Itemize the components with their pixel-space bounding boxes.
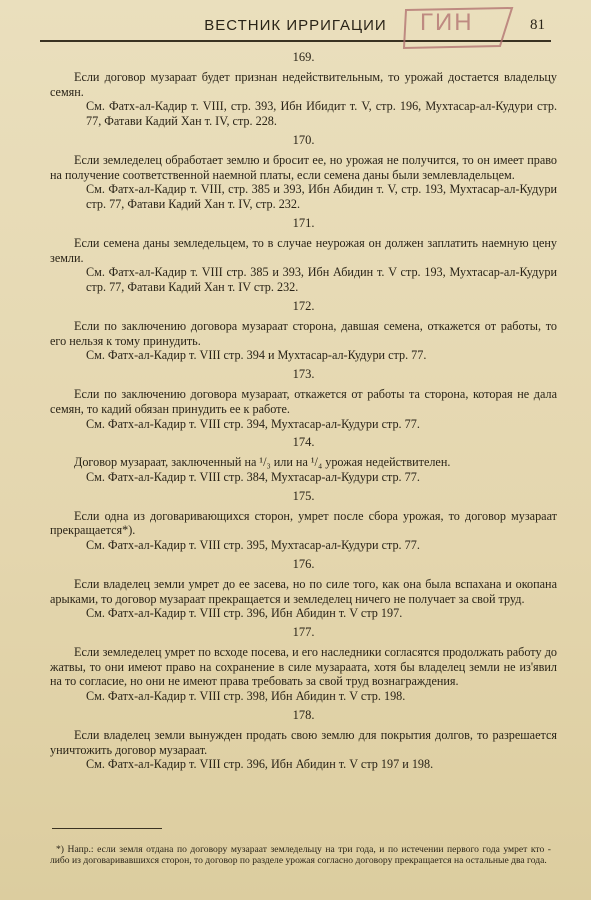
article-number: 172. — [292, 298, 315, 313]
article-reference: См. Фатх-ал-Кадир т. VIII стр. 384, Мухтасар-ал-Кудури стр. 77. — [86, 469, 420, 484]
article-text: Если по заключению договора музараат сторона, давшая семена, откажется от работы, то его нельзя к тому принудить. — [50, 318, 557, 348]
article-entry — [50, 50, 557, 129]
article-reference: См. Фатх-ал-Кадир т. VIII стр. 396, Ибн Абидин т. V стр 197. — [86, 606, 403, 621]
article-reference: См. Фатх-ал-Кадир т. VIII, стр. 385 и 393, Ибн Абидин т. V, стр. 193, Мухтасар-ал-Кудури стр. 77, Фатави Кадий Хан т. IV, стр. 232. — [86, 182, 557, 212]
article-text: Если владелец земли умрет до ее засева, но по силе того, как она была вспахана и окопана арыками, то договор музараат прекращается и земледелец ничего не получает за свой труд. — [50, 576, 557, 606]
article-text: Если по заключению договора музараат, откажется от работы та сторона, которая не дала семян, то кадий обязан принудить ее к работе. — [50, 386, 557, 416]
article-text: Если одна из договаривающихся сторон, умрет после сбора урожая, то договор музараат прекращается*). — [50, 508, 557, 538]
library-stamp — [400, 2, 518, 52]
footnote: *) Напр.: если земля отдана по договору музараат земледельцу на три года, и по истечении первого года умрет кто - либо из договаривавшихся сторон, то договор по разделе урожая согласно договору прекращается на остальные два года. — [50, 843, 551, 867]
article-number: 178. — [292, 708, 315, 723]
article-entry — [50, 557, 557, 621]
journal-title: ВЕСТНИК ИРРИГАЦИИ — [204, 17, 387, 34]
article-reference: См. Фатх-ал-Кадир т. VIII стр. 385 и 393, Ибн Абидин т. V стр. 193, Мухтасар-ал-Кудури стр. 77, Фатави Кадий Хан т. IV стр. 232. — [86, 265, 557, 295]
article-entry — [50, 489, 557, 553]
article-entry — [50, 216, 557, 295]
article-reference: См. Фатх-ал-Кадир т. VIII стр. 398, Ибн Абидин т. V стр. 198. — [86, 689, 406, 704]
footnote-divider — [52, 828, 162, 829]
article-reference: См. Фатх-ал-Кадир т. VIII стр. 395, Мухтасар-ал-Кудури стр. 77. — [86, 538, 420, 553]
article-body — [50, 48, 557, 776]
article-number: 176. — [292, 556, 315, 571]
article-reference: См. Фатх-ал-Кадир т. VIII стр. 394, Мухтасар-ал-Кудури стр. 77. — [86, 416, 420, 431]
article-number: 174. — [292, 435, 315, 450]
article-entry — [50, 435, 557, 484]
article-text: Если семена даны земледельцем, то в случае неурожая он должен заплатить наемную цену земли. — [50, 235, 557, 265]
article-number: 171. — [292, 215, 315, 230]
page-number: 81 — [530, 17, 545, 33]
article-text: Если договор музараат будет признан недействительным, то урожай достается владельцу семян. — [50, 69, 557, 99]
article-text: Договор музараат, заключенный на ¹/₃ или на ¹/₄ урожая недействителен. — [74, 455, 451, 470]
article-entry — [50, 133, 557, 212]
article-number: 170. — [292, 132, 315, 147]
article-text: Если земледелец обработает землю и бросит ее, но урожая не получится, то он имеет право на получение соответственной наемной платы, если семена даны были землевладельцем. — [50, 152, 557, 182]
article-text: Если владелец земли вынужден продать свою землю для покрытия долгов, то разрешается уничтожить договор музараат. — [50, 727, 557, 757]
article-number: 173. — [292, 367, 315, 382]
article-reference: См. Фатх-ал-Кадир т. VIII, стр. 393, Ибн Ибидит т. V, стр. 196, Мухтасар-ал-Кудури стр. 77, Фатави Кадий Хан т. IV, стр. 228. — [86, 99, 557, 129]
article-entry — [50, 708, 557, 772]
article-number: 177. — [292, 625, 315, 640]
article-number: 169. — [292, 50, 315, 64]
article-reference: См. Фатх-ал-Кадир т. VIII стр. 396, Ибн Абидин т. V стр 197 и 198. — [86, 757, 434, 772]
article-text: Если земледелец умрет по всходе посева, и его наследники согласятся продолжать работу до жатвы, то они имеют право на сохранение в силе музараата, хотя бы владелец земли не из'явил на то согласие, но они не имеют права требовать за свой труд вознаграждения. — [50, 644, 557, 689]
stamp-text: ГИН — [420, 9, 474, 36]
article-entry — [50, 367, 557, 431]
article-number: 175. — [292, 488, 315, 503]
article-entry — [50, 625, 557, 704]
article-reference: См. Фатх-ал-Кадир т. VIII стр. 394 и Мухтасар-ал-Кудури стр. 77. — [86, 348, 427, 363]
article-entry — [50, 299, 557, 363]
